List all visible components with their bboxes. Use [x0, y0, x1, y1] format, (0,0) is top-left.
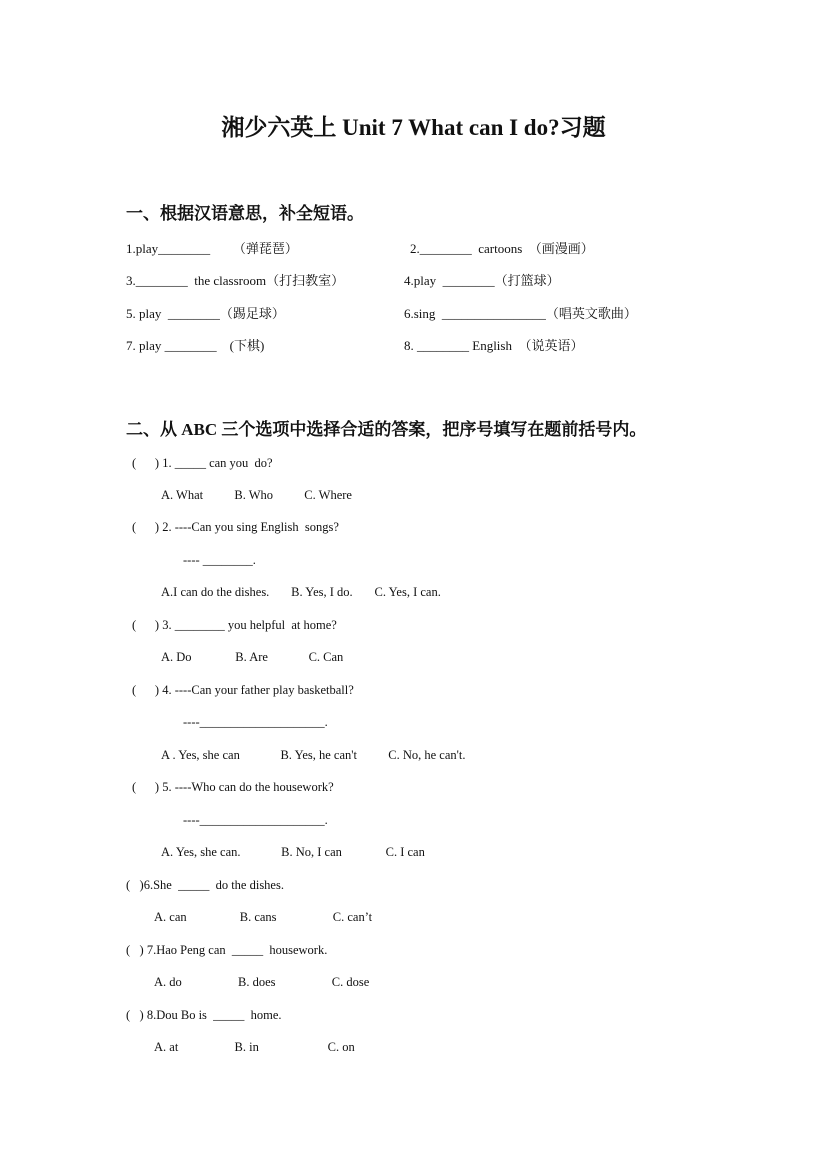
- phrase-item-3: 3.________ the classroom（打扫教室）: [126, 273, 345, 288]
- question-8: ( ) 8.Dou Bo is _____ home.: [126, 1008, 282, 1022]
- question-4: ( ) 4. ----Can your father play basketball?: [132, 683, 354, 697]
- question-3: ( ) 3. ________ you helpful at home?: [132, 618, 337, 632]
- question-2-options: A.I can do the dishes. B. Yes, I do. C. Yes, I can.: [161, 585, 441, 599]
- question-2: ( ) 2. ----Can you sing English songs?: [132, 520, 339, 534]
- phrase-item-7: 7. play ________ (下棋): [126, 338, 265, 353]
- question-1-options: A. What B. Who C. Where: [161, 488, 352, 502]
- phrase-item-2: 2.________ cartoons （画漫画）: [410, 241, 594, 256]
- question-6: ( )6.She _____ do the dishes.: [126, 878, 284, 892]
- phrase-item-5: 5. play ________（踢足球）: [126, 306, 285, 321]
- question-2-answer-line: ---- ________.: [183, 553, 256, 567]
- question-7: ( ) 7.Hao Peng can _____ housework.: [126, 943, 328, 957]
- phrase-item-4: 4.play ________（打篮球）: [404, 273, 560, 288]
- phrase-item-1: 1.play________ （弹琵琶）: [126, 241, 298, 256]
- question-6-options: A. can B. cans C. can’t: [154, 910, 373, 924]
- question-4-answer-line: ----____________________.: [183, 715, 328, 729]
- section2-heading: 二、从 ABC 三个选项中选择合适的答案，把序号填写在题前括号内。: [126, 420, 647, 439]
- question-5-options: A. Yes, she can. B. No, I can C. I can: [161, 845, 425, 859]
- question-4-options: A . Yes, she can B. Yes, he can't C. No, he can't.: [161, 748, 466, 762]
- section1-heading: 一、根据汉语意思，补全短语。: [126, 204, 364, 223]
- question-3-options: A. Do B. Are C. Can: [161, 650, 344, 664]
- question-7-options: A. do B. does C. dose: [154, 975, 370, 989]
- question-5: ( ) 5. ----Who can do the housework?: [132, 780, 334, 794]
- question-8-options: A. at B. in C. on: [154, 1040, 355, 1054]
- page-title: 湘少六英上 Unit 7 What can I do?习题: [221, 115, 606, 140]
- question-1: ( ) 1. _____ can you do?: [132, 456, 273, 470]
- phrase-item-6: 6.sing ________________（唱英文歌曲）: [404, 306, 637, 321]
- question-5-answer-line: ----____________________.: [183, 813, 328, 827]
- phrase-item-8: 8. ________ English （说英语）: [404, 338, 584, 353]
